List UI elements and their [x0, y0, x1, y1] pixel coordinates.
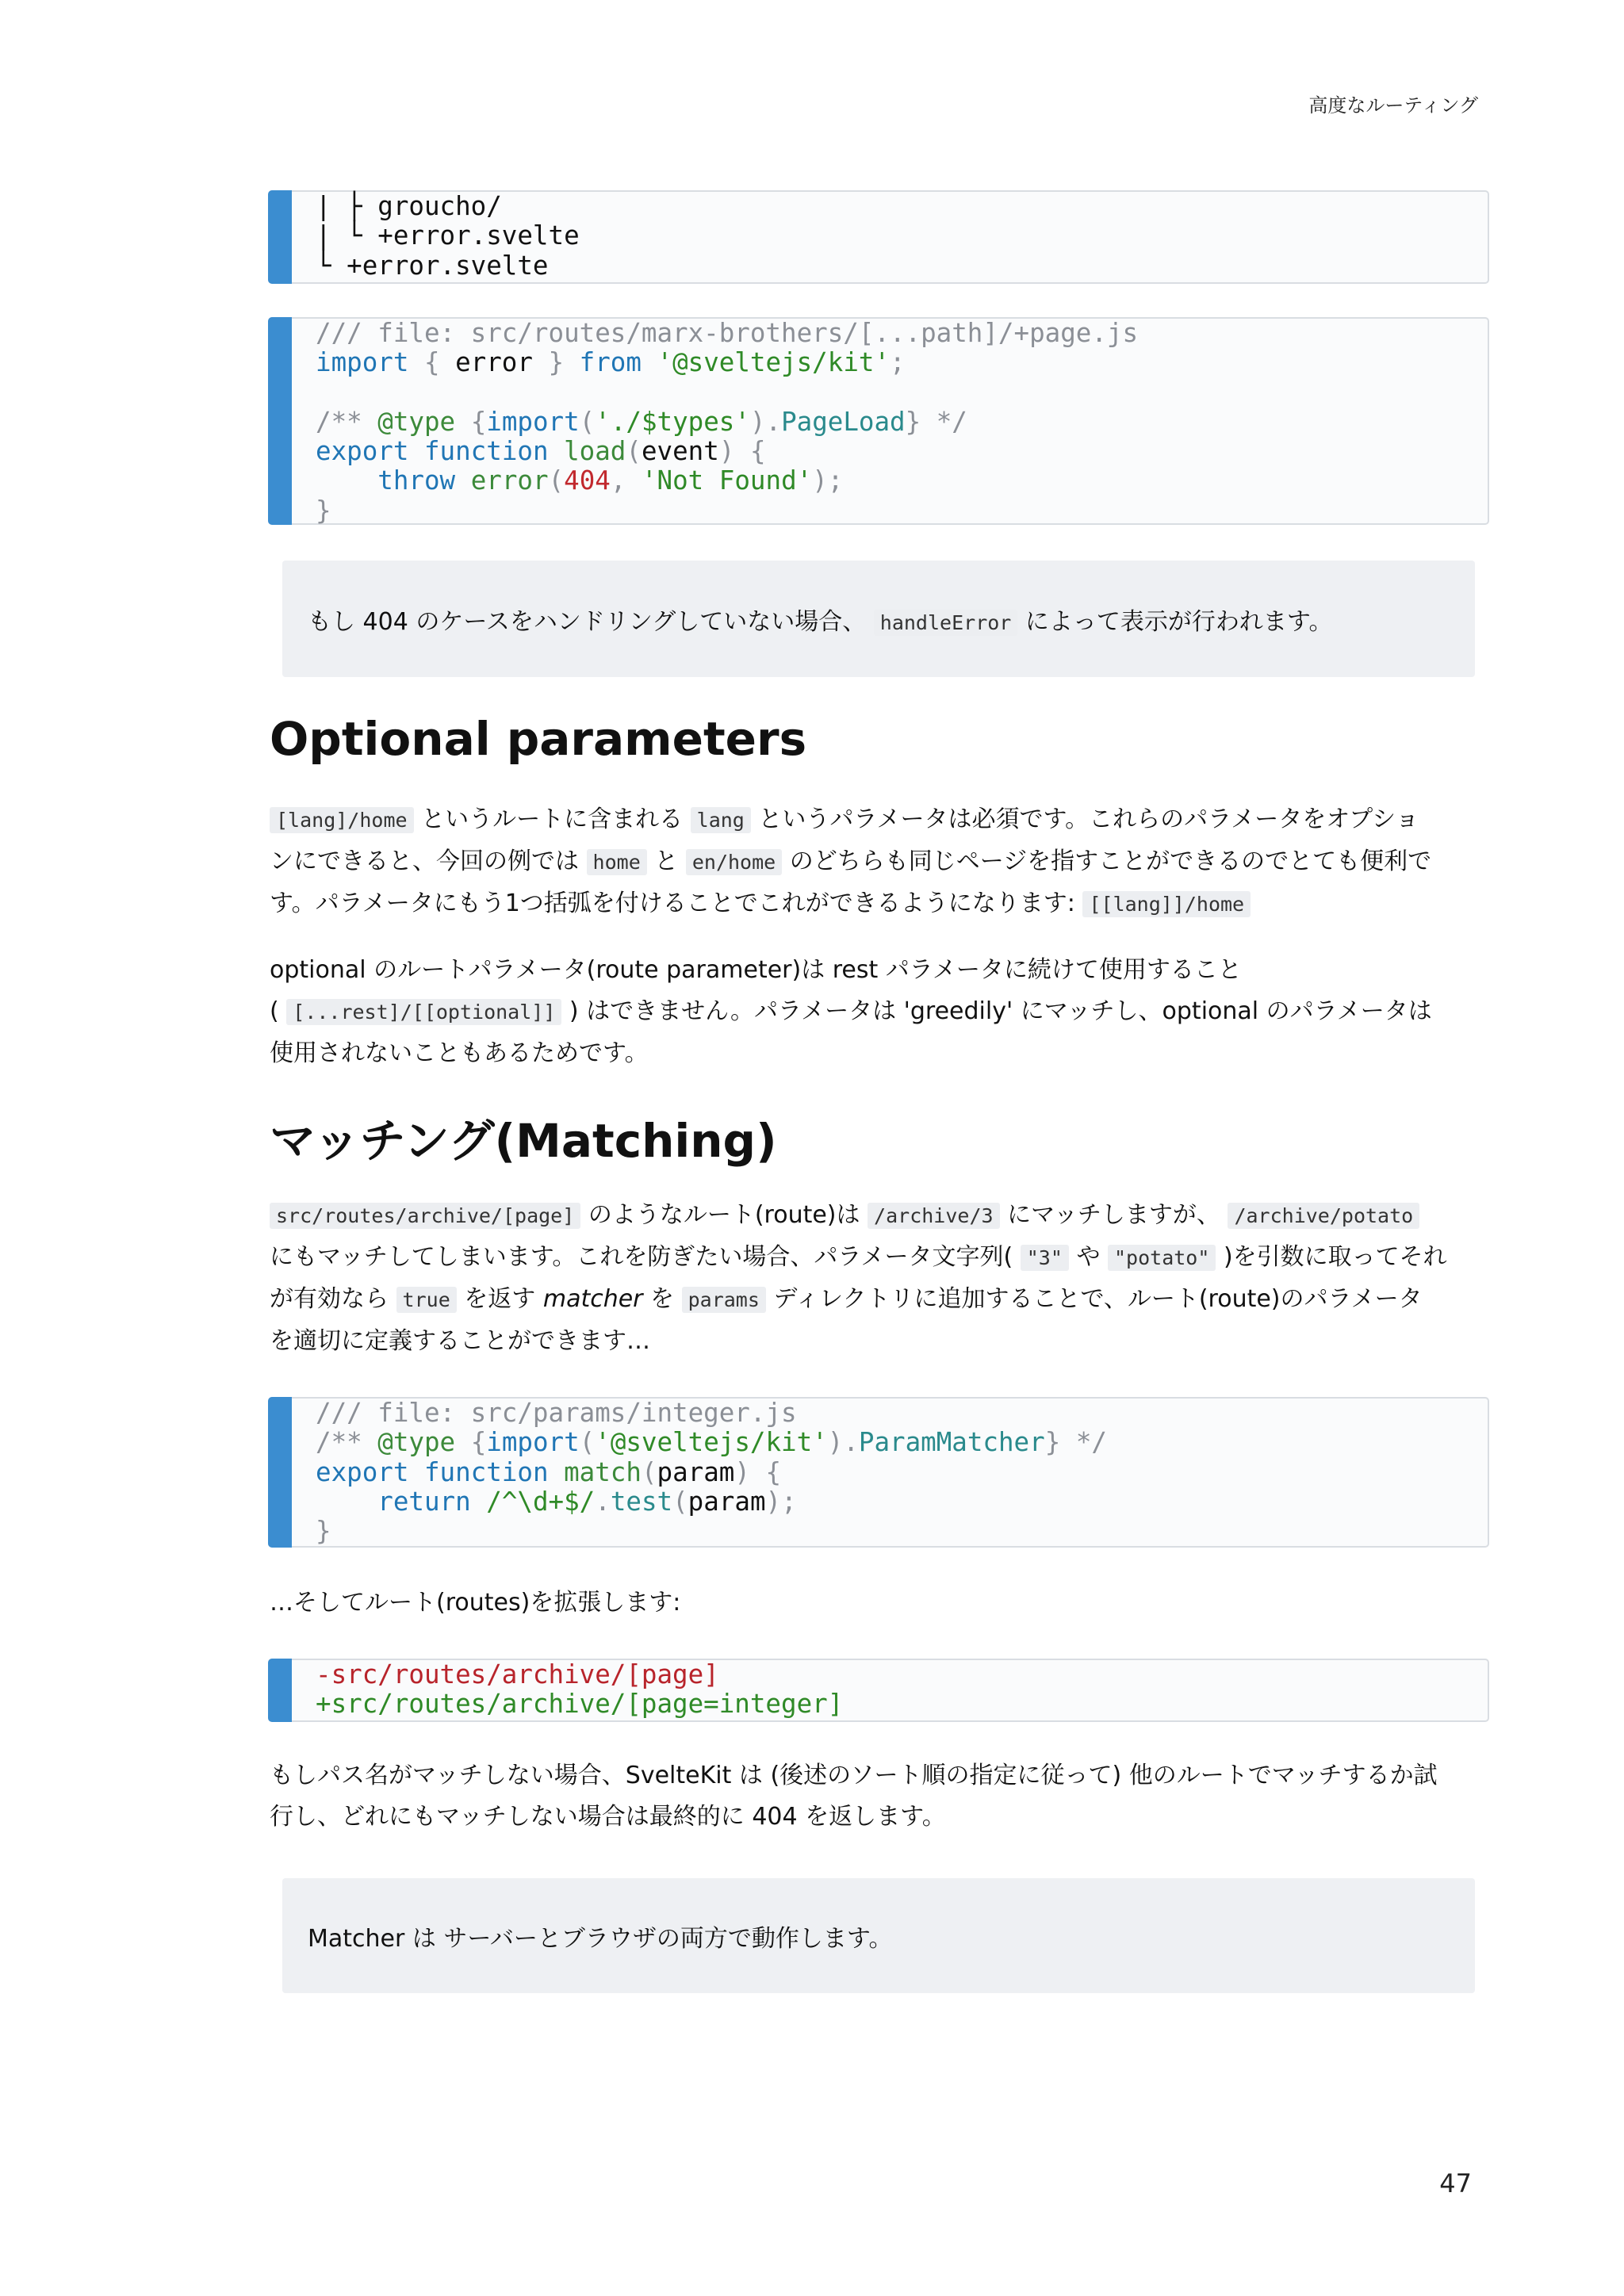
- code-token: [471, 1487, 487, 1517]
- code-line: [316, 1428, 1488, 1457]
- inline-code: /archive/3: [868, 1203, 1000, 1229]
- code-token: error: [455, 347, 533, 378]
- code-token: '@sveltejs/kit': [657, 347, 891, 378]
- code-line: [316, 1487, 1488, 1517]
- text-run: のどちらも同じページを指すことができるのでとても便利で す。パラメータにもう1つ括弧を付けることでこれができるようになります:: [270, 848, 1432, 917]
- code-line: [316, 348, 1488, 377]
- text-run: ディレクトリに追加することで、ルート(route)のパラメータ を適切に定義することができます…: [270, 1285, 1423, 1355]
- code-line: [316, 378, 1488, 408]
- code-token: param: [657, 1456, 735, 1487]
- code-token: param: [688, 1486, 766, 1517]
- code-token: @type: [377, 406, 456, 437]
- inline-code: lang: [691, 807, 751, 833]
- code-line: [316, 466, 1488, 496]
- code-line: [316, 1458, 1488, 1487]
- text-run: のようなルート(route)は: [580, 1201, 868, 1229]
- code-token: ).: [749, 406, 782, 437]
- inline-code: [[lang]]/home: [1082, 891, 1251, 917]
- code-token: [316, 1487, 377, 1517]
- code-token: ) {: [734, 1456, 782, 1487]
- code-token: {: [455, 1427, 487, 1458]
- note-box: [282, 561, 1475, 677]
- code-token: @type: [377, 1427, 456, 1458]
- inline-code: params: [682, 1287, 766, 1313]
- code-token: 'Not Found': [641, 465, 813, 496]
- code-token: (: [672, 1486, 688, 1517]
- code-line: [316, 251, 1488, 281]
- code-token: './$types': [595, 406, 750, 437]
- code-token: -src/routes/archive/[page]: [316, 1659, 719, 1689]
- code-token: '@sveltejs/kit': [595, 1427, 828, 1458]
- code-token: | └ +error.svelte: [316, 220, 580, 251]
- code-line: [316, 221, 1488, 251]
- code-token: /^\d+$/: [486, 1486, 596, 1517]
- code-token: (: [548, 465, 565, 496]
- code-token: return: [377, 1486, 471, 1517]
- code-lines: [268, 319, 1488, 526]
- code-line: [316, 437, 1488, 466]
- code-token: from: [579, 347, 642, 378]
- code-token: [316, 465, 377, 496]
- code-block-page-load: [268, 317, 1489, 525]
- code-token: (: [641, 1456, 657, 1487]
- code-lines: [268, 192, 1488, 281]
- code-lines: [268, 1399, 1488, 1546]
- code-token: );: [812, 465, 844, 496]
- code-token: 404: [564, 465, 611, 496]
- text-run: を: [642, 1285, 682, 1313]
- text-run: を返す: [456, 1285, 543, 1313]
- code-token: /**: [316, 406, 378, 437]
- code-token: }: [316, 1516, 331, 1547]
- code-token: PageLoad: [781, 406, 906, 437]
- text-run: optional のルートパラメータ(route parameter)は rest パラメータに続けて使用すること (: [270, 956, 1242, 1025]
- code-token: ParamMatcher: [858, 1427, 1045, 1458]
- code-line: [316, 319, 1488, 348]
- inline-code: /archive/potato: [1228, 1203, 1419, 1229]
- code-token: }: [316, 495, 331, 526]
- paragraph: [270, 799, 1488, 925]
- code-token: (: [579, 406, 596, 437]
- code-line: [316, 1689, 1488, 1719]
- paragraph: [270, 950, 1488, 1074]
- text-run: にもマッチしてしまいます。これを防ぎたい場合、パラメータ文字列(: [270, 1243, 1013, 1271]
- inline-code: en/home: [686, 849, 782, 875]
- code-block-tree: [268, 190, 1489, 284]
- code-line: [316, 1660, 1488, 1689]
- code-token: /**: [316, 1427, 378, 1458]
- inline-code: [lang]/home: [270, 807, 414, 833]
- code-token: (: [579, 1427, 596, 1458]
- note-text: Matcher は サーバーとブラウザの両方で動作します。: [308, 1924, 893, 1953]
- code-token: └ +error.svelte: [316, 250, 549, 281]
- code-token: [549, 436, 565, 466]
- text-run: というパラメータは必須です。これらのパラメータをオプショ ンにできると、今回の例では: [270, 806, 1419, 875]
- inline-code: "3": [1021, 1245, 1069, 1271]
- code-token: [549, 1457, 565, 1487]
- inline-code: "potato": [1108, 1245, 1216, 1271]
- note-box: [282, 1878, 1475, 1993]
- paragraph: もしパス名がマッチしない場合、SvelteKit は (後述のソート順の指定に従って) 他のルートでマッチするか試 行し、どれにもマッチしない場合は最終的に 404 を返します。: [270, 1762, 1438, 1831]
- code-token: ).: [827, 1427, 859, 1458]
- section-heading-optional-parameters: Optional parameters: [270, 712, 807, 766]
- code-line: [316, 1399, 1488, 1428]
- note-text: もし 404 のケースをハンドリングしていない場合、 handleError によって表示が行われます。: [308, 607, 1333, 636]
- code-token: .: [595, 1486, 611, 1517]
- emphasis-text: matcher: [542, 1285, 643, 1313]
- code-token: [455, 465, 471, 496]
- inline-code: home: [587, 849, 647, 875]
- code-token: function: [423, 436, 549, 467]
- code-token: /// file: src/params/integer.js: [316, 1398, 797, 1428]
- code-token: test: [610, 1486, 673, 1517]
- code-token: throw: [377, 465, 456, 496]
- code-block-param-matcher: [268, 1397, 1489, 1548]
- code-token: {: [408, 347, 456, 378]
- code-block-route-diff: [268, 1659, 1489, 1722]
- code-line: [316, 408, 1488, 437]
- running-header: 高度なルーティング: [1308, 94, 1478, 117]
- code-token: load: [564, 436, 626, 467]
- code-token: ;: [890, 347, 906, 378]
- code-line: [316, 192, 1488, 221]
- text-run: にマッチしますが、: [999, 1201, 1228, 1229]
- code-token: match: [564, 1456, 642, 1487]
- code-lines: [268, 1660, 1488, 1720]
- inline-code: true: [396, 1287, 457, 1313]
- paragraph: [270, 1195, 1488, 1362]
- code-token: }: [532, 347, 580, 378]
- code-line: [316, 1517, 1488, 1546]
- page-number: 47: [1439, 2168, 1472, 2198]
- code-token: ,: [610, 465, 642, 496]
- text-run: と: [646, 848, 686, 875]
- code-token: error: [470, 465, 549, 496]
- code-token: +src/routes/archive/[page=integer]: [316, 1689, 844, 1720]
- code-token: export: [316, 436, 409, 467]
- code-token: [408, 436, 424, 466]
- code-token: {: [455, 406, 487, 437]
- code-token: import: [316, 347, 409, 378]
- code-token: [642, 347, 657, 377]
- text-run: ) はできません。パラメータは 'greedily' にマッチし、optional のパラメータは 使用されないこともあるためです。: [270, 997, 1432, 1067]
- code-token: function: [423, 1456, 549, 1487]
- paragraph: …そしてルート(routes)を拡張します:: [270, 1589, 681, 1617]
- code-token: | ├ groucho/: [316, 191, 502, 221]
- code-token: export: [316, 1456, 409, 1487]
- code-token: } */: [1044, 1427, 1107, 1458]
- inline-code: src/routes/archive/[page]: [270, 1203, 580, 1229]
- code-token: import: [486, 406, 580, 437]
- code-token: ) {: [718, 436, 766, 467]
- code-line: [316, 496, 1488, 526]
- code-token: import: [486, 1427, 580, 1458]
- section-heading-matching: マッチング(Matching): [270, 1114, 777, 1168]
- code-token: } */: [905, 406, 967, 437]
- text-run: というルートに含まれる: [413, 806, 691, 833]
- code-token: /// file: src/routes/marx-brothers/[...path]/+page.js: [316, 318, 1139, 348]
- code-token: (: [626, 436, 642, 467]
- inline-code: [...rest]/[[optional]]: [286, 999, 561, 1025]
- code-token: [408, 1457, 424, 1487]
- code-token: );: [765, 1486, 797, 1517]
- code-token: event: [641, 436, 719, 467]
- inline-code: handleError: [874, 610, 1018, 636]
- text-run: )を引数に取ってそれ が有効なら: [270, 1243, 1447, 1313]
- text-run: や: [1068, 1243, 1108, 1271]
